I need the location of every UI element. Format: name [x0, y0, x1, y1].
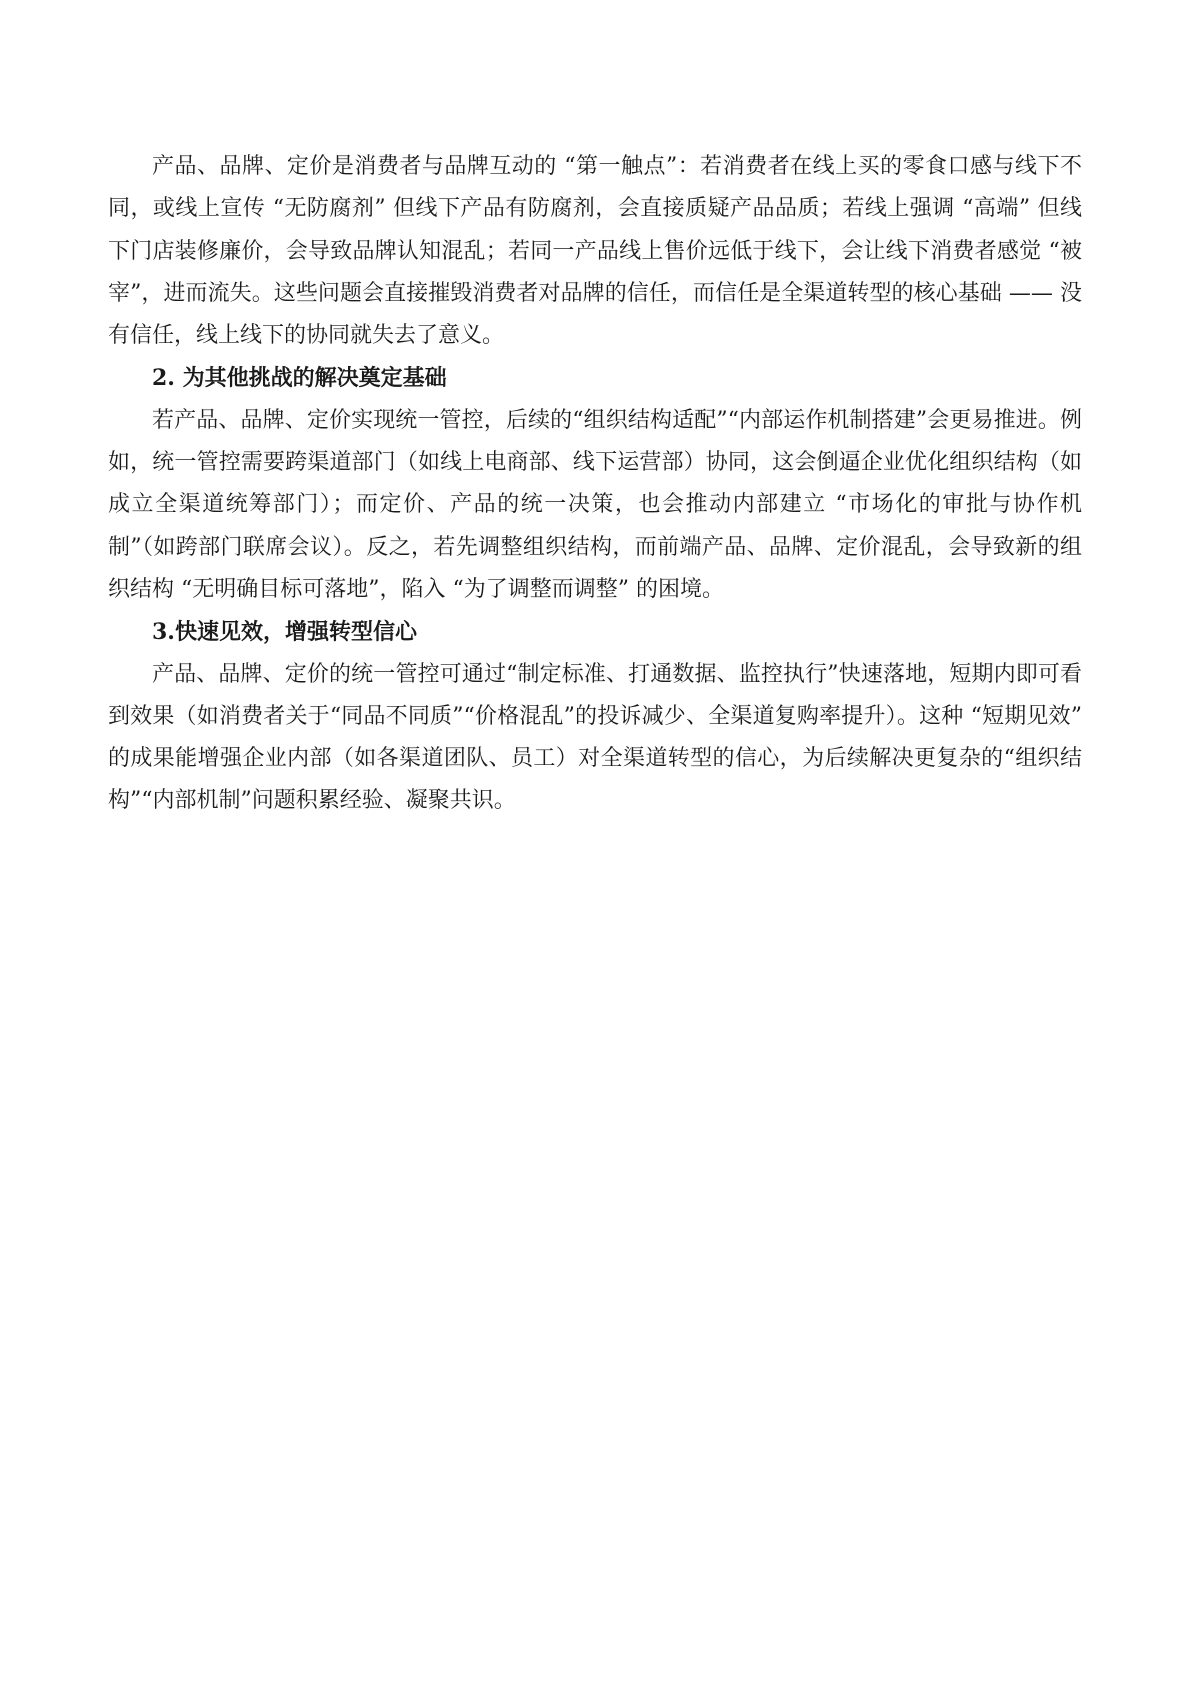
- paragraph-section-3: 产品、品牌、定价的统一管控可通过“制定标准、打通数据、监控执行”快速落地，短期内即可看到效果（如消费者关于“同品不同质”“价格混乱”的投诉减少、全渠道复购率提升）。这种 “短期见效” 的成果能增强企业内部（如各渠道团队、员工）对全渠道转型的信心，为后续解决更复杂的“组织结构”“内部机制”问题积累经验、凝聚共识。: [108, 661, 1082, 814]
- paragraph-section-2: 若产品、品牌、定价实现统一管控，后续的“组织结构适配”“内部运作机制搭建”会更易推进。例如，统一管控需要跨渠道部门（如线上电商部、线下运营部）协同，这会倒逼企业优化组织结构（如成立全渠道统筹部门）；而定价、产品的统一决策，也会推动内部建立 “市场化的审批与协作机制”（如跨部门联席会议）。反之，若先调整组织结构，而前端产品、品牌、定价混乱，会导致新的组织结构 “无明确目标可落地”，陷入 “为了调整而调整” 的困境。: [108, 407, 1082, 602]
- document-body: [108, 146, 1082, 823]
- paragraph-intro: 产品、品牌、定价是消费者与品牌互动的 “第一触点”：若消费者在线上买的零食口感与线下不同，或线上宣传 “无防腐剂” 但线下产品有防腐剂，会直接质疑产品品质；若线上强调 “高端” 但线下门店装修廉价，会导致品牌认知混乱；若同一产品线上售价远低于线下，会让线下消费者感觉 “被宰”，进而流失。这些问题会直接摧毁消费者对品牌的信任，而信任是全渠道转型的核心基础 —— 没有信任，线上线下的协同就失去了意义。: [108, 154, 1082, 349]
- section-heading-2: 2. 为其他挑战的解决奠定基础: [152, 365, 447, 392]
- section-heading-3: 3.快速见效，增强转型信心: [152, 619, 417, 646]
